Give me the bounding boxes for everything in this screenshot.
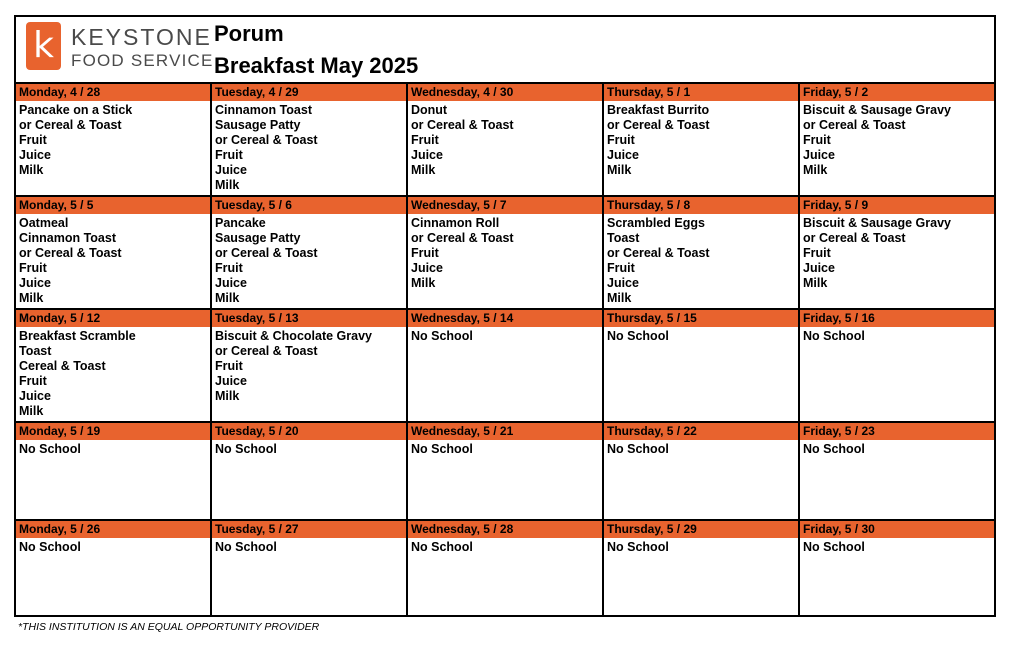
menu-item: Fruit	[607, 260, 635, 275]
menu-item: or Cereal & Toast	[215, 132, 318, 147]
day-cell	[800, 310, 994, 423]
menu-item: Milk	[803, 162, 828, 177]
menu-item: Fruit	[215, 260, 243, 275]
menu-header	[16, 17, 994, 84]
menu-item: Cereal & Toast	[19, 358, 106, 373]
menu-item: Milk	[803, 275, 828, 290]
day-cell	[408, 521, 604, 615]
menu-item: Fruit	[19, 260, 47, 275]
menu-item: or Cereal & Toast	[19, 117, 122, 132]
menu-item: Juice	[607, 275, 639, 290]
menu-item: Toast	[19, 343, 52, 358]
menu-items	[212, 327, 406, 404]
day-cell	[604, 521, 800, 615]
menu-item: Milk	[411, 275, 436, 290]
menu-item: Milk	[19, 162, 44, 177]
menu-item: Fruit	[215, 358, 243, 373]
menu-item: Fruit	[19, 373, 47, 388]
menu-item: Juice	[411, 147, 443, 162]
menu-items	[408, 327, 602, 344]
menu-items	[408, 440, 602, 457]
day-cell	[408, 84, 604, 197]
menu-items	[16, 440, 210, 457]
menu-items	[800, 440, 994, 457]
day-cell	[408, 197, 604, 310]
day-header: Tuesday, 5 / 13	[212, 310, 406, 327]
menu-sheet	[14, 15, 996, 617]
day-header: Monday, 4 / 28	[16, 84, 210, 101]
menu-title: Breakfast May 2025	[214, 53, 419, 78]
menu-item: No School	[411, 540, 473, 554]
menu-item: Breakfast Burrito	[607, 103, 710, 117]
menu-items	[408, 214, 602, 291]
menu-items	[800, 101, 994, 178]
day-cell	[408, 310, 604, 423]
logo-mark: k	[33, 25, 54, 66]
day-header: Friday, 5 / 23	[800, 423, 994, 440]
menu-item: or Cereal & Toast	[215, 245, 318, 260]
menu-item: No School	[607, 540, 669, 554]
menu-item: Milk	[215, 388, 240, 403]
day-header: Thursday, 5 / 29	[604, 521, 798, 538]
menu-item: Juice	[19, 275, 51, 290]
equal-opportunity-notice: *THIS INSTITUTION IS AN EQUAL OPPORTUNITY PROVIDER	[18, 621, 320, 633]
menu-item: or Cereal & Toast	[607, 245, 710, 260]
day-cell	[212, 521, 408, 615]
menu-item: Pancake on a Stick	[19, 103, 133, 117]
day-header: Thursday, 5 / 15	[604, 310, 798, 327]
menu-items	[604, 538, 798, 555]
day-header: Monday, 5 / 12	[16, 310, 210, 327]
day-cell	[212, 84, 408, 197]
menu-items	[16, 101, 210, 178]
menu-item: or Cereal & Toast	[411, 230, 514, 245]
menu-item: Toast	[607, 230, 640, 245]
menu-item: or Cereal & Toast	[19, 245, 122, 260]
menu-item: No School	[411, 329, 473, 343]
menu-items	[212, 538, 406, 555]
school-name: Porum	[214, 21, 284, 46]
menu-items	[16, 327, 210, 418]
day-header: Friday, 5 / 16	[800, 310, 994, 327]
menu-item: Cinnamon Roll	[411, 216, 500, 230]
day-cell	[212, 423, 408, 521]
day-cell	[16, 197, 212, 310]
day-header: Tuesday, 5 / 27	[212, 521, 406, 538]
menu-items	[408, 538, 602, 555]
menu-item: Juice	[19, 388, 51, 403]
menu-item: Juice	[215, 162, 247, 177]
menu-items	[16, 214, 210, 305]
day-header: Tuesday, 4 / 29	[212, 84, 406, 101]
menu-calendar-grid	[16, 84, 994, 615]
menu-item: Fruit	[607, 132, 635, 147]
menu-item: No School	[803, 329, 865, 343]
menu-items	[604, 214, 798, 305]
menu-item: Fruit	[803, 245, 831, 260]
day-header: Friday, 5 / 9	[800, 197, 994, 214]
menu-item: No School	[19, 442, 81, 456]
menu-item: No School	[803, 442, 865, 456]
menu-item: Cinnamon Toast	[19, 230, 116, 245]
day-header: Friday, 5 / 2	[800, 84, 994, 101]
menu-item: Sausage Patty	[215, 117, 301, 132]
menu-item: Juice	[19, 147, 51, 162]
menu-item: or Cereal & Toast	[411, 117, 514, 132]
day-cell	[604, 423, 800, 521]
logo-wordmark-line2: FOOD SERVICE	[71, 51, 214, 70]
menu-items	[408, 101, 602, 178]
menu-item: Fruit	[411, 245, 439, 260]
menu-item: No School	[803, 540, 865, 554]
menu-items	[212, 440, 406, 457]
menu-items	[604, 327, 798, 344]
menu-items	[212, 101, 406, 192]
menu-item: Juice	[215, 373, 247, 388]
menu-item: Juice	[607, 147, 639, 162]
menu-item: Milk	[215, 290, 240, 305]
day-header: Monday, 5 / 26	[16, 521, 210, 538]
day-cell	[604, 310, 800, 423]
menu-item: Biscuit & Sausage Gravy	[803, 216, 951, 230]
menu-item: No School	[215, 442, 277, 456]
day-header: Thursday, 5 / 8	[604, 197, 798, 214]
menu-item: Biscuit & Sausage Gravy	[803, 103, 951, 117]
menu-item: Pancake	[215, 216, 266, 230]
day-header: Monday, 5 / 19	[16, 423, 210, 440]
day-header: Thursday, 5 / 1	[604, 84, 798, 101]
day-cell	[16, 84, 212, 197]
menu-item: Fruit	[803, 132, 831, 147]
menu-item: or Cereal & Toast	[803, 117, 906, 132]
day-cell	[800, 197, 994, 310]
menu-item: No School	[215, 540, 277, 554]
day-header: Wednesday, 5 / 21	[408, 423, 602, 440]
day-cell	[800, 521, 994, 615]
menu-item: No School	[411, 442, 473, 456]
menu-item: Milk	[607, 162, 632, 177]
menu-item: Milk	[215, 177, 240, 192]
menu-item: or Cereal & Toast	[215, 343, 318, 358]
day-header: Tuesday, 5 / 6	[212, 197, 406, 214]
menu-item: Biscuit & Chocolate Gravy	[215, 329, 372, 343]
day-header: Tuesday, 5 / 20	[212, 423, 406, 440]
day-header: Friday, 5 / 30	[800, 521, 994, 538]
logo-wordmark-line1: KEYSTONE	[71, 24, 212, 50]
day-cell	[604, 84, 800, 197]
keystone-logo-icon	[26, 22, 61, 70]
menu-item: Juice	[411, 260, 443, 275]
day-cell	[604, 197, 800, 310]
menu-item: No School	[607, 442, 669, 456]
menu-items	[604, 101, 798, 178]
menu-item: Fruit	[19, 132, 47, 147]
menu-item: Oatmeal	[19, 216, 69, 230]
day-header: Wednesday, 5 / 28	[408, 521, 602, 538]
day-header: Monday, 5 / 5	[16, 197, 210, 214]
menu-item: Milk	[607, 290, 632, 305]
day-header: Wednesday, 5 / 14	[408, 310, 602, 327]
menu-item: No School	[607, 329, 669, 343]
menu-item: Juice	[803, 260, 835, 275]
menu-items	[604, 440, 798, 457]
day-cell	[212, 310, 408, 423]
menu-items	[800, 538, 994, 555]
day-cell	[800, 84, 994, 197]
menu-item: Fruit	[215, 147, 243, 162]
menu-item: Cinnamon Toast	[215, 103, 312, 117]
day-cell	[16, 310, 212, 423]
menu-item: Sausage Patty	[215, 230, 301, 245]
day-header: Wednesday, 5 / 7	[408, 197, 602, 214]
menu-item: Breakfast Scramble	[19, 329, 136, 343]
day-header: Thursday, 5 / 22	[604, 423, 798, 440]
menu-item: or Cereal & Toast	[803, 230, 906, 245]
day-cell	[16, 423, 212, 521]
menu-items	[16, 538, 210, 555]
day-cell	[16, 521, 212, 615]
menu-items	[800, 214, 994, 291]
menu-item: Scrambled Eggs	[607, 216, 705, 230]
menu-item: Fruit	[411, 132, 439, 147]
menu-item: Milk	[19, 290, 44, 305]
menu-items	[212, 214, 406, 305]
menu-item: No School	[19, 540, 81, 554]
day-cell	[408, 423, 604, 521]
day-header: Wednesday, 4 / 30	[408, 84, 602, 101]
day-cell	[212, 197, 408, 310]
menu-item: or Cereal & Toast	[607, 117, 710, 132]
menu-item: Juice	[803, 147, 835, 162]
menu-item: Milk	[19, 403, 44, 418]
menu-item: Juice	[215, 275, 247, 290]
day-cell	[800, 423, 994, 521]
menu-item: Donut	[411, 103, 448, 117]
menu-item: Milk	[411, 162, 436, 177]
menu-items	[800, 327, 994, 344]
